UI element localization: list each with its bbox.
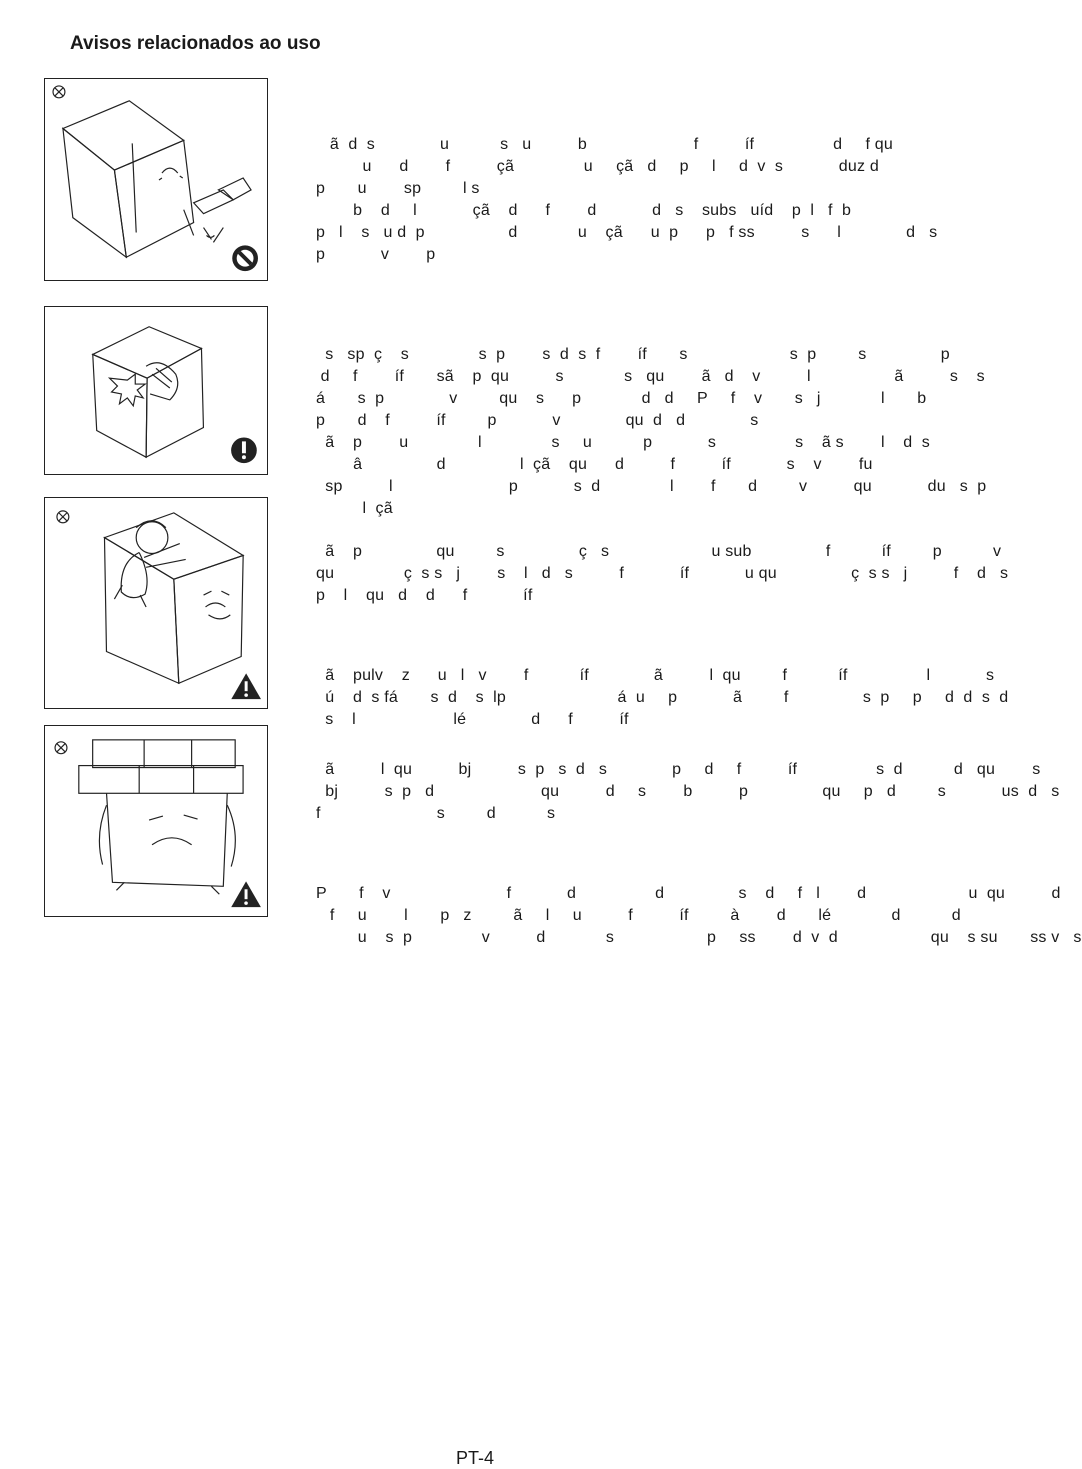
illustration-impact	[44, 306, 268, 475]
paragraph: ã d s u s u b f íf d f qu u d f çã u çã d p l d v s duz d p u sp l s b d l çã d f d d s subs uíd p l f b p l s u d p d u çã u p p f ss s l d s p v p	[316, 136, 938, 263]
warning-icon	[231, 673, 261, 699]
fridge-with-boxes-drawing	[45, 726, 267, 916]
page-title: Avisos relacionados ao uso	[70, 33, 321, 54]
fridge-tools-drawing	[45, 79, 267, 280]
illustration-child-climbing	[44, 497, 268, 709]
paragraph: ã l qu bj s p s d s p d f íf s d d qu s bj s p d qu d s b p qu p d s us d s f s d s	[316, 761, 1060, 822]
paragraph: P f v f d d s d f l d u qu d f u l p z ã l u f íf à d lé d d u s p v d s p ss d v d qu s su ss v s	[316, 885, 1082, 946]
no-entry-icon	[232, 245, 258, 271]
paragraph: s sp ç s s p s d s f íf s s p s p d f íf sã p qu s s qu ã d v l ã s s á s p v qu s p d d P f v s j l b p d f íf p v qu d d s ã p u l s u p s s ã s l d s â d l çã qu d f íf s v fu sp l p s d l f d v qu du s p l çã	[316, 346, 987, 517]
exclamation-icon	[231, 437, 257, 463]
section-1-text	[316, 90, 938, 288]
section-4-text	[316, 715, 1082, 971]
page-number: PT-4	[455, 1448, 494, 1468]
illustration-heavy-objects	[44, 725, 268, 917]
illustration-disassembly	[44, 78, 268, 281]
fridge-impact-drawing	[45, 307, 267, 474]
child-on-fridge-drawing	[45, 498, 267, 708]
paragraph: ã p qu s ç s u sub f íf p v qu ç s s j s l d s f íf u qu ç s s j f d s p l qu d d f íf	[316, 543, 1009, 604]
paragraph: ã pulv z u l v f íf ã l qu f íf l s ú d s fá s d s lp á u p ã f s p p d d s d s l lé d f íf	[325, 667, 1009, 728]
warning-icon	[231, 881, 261, 907]
